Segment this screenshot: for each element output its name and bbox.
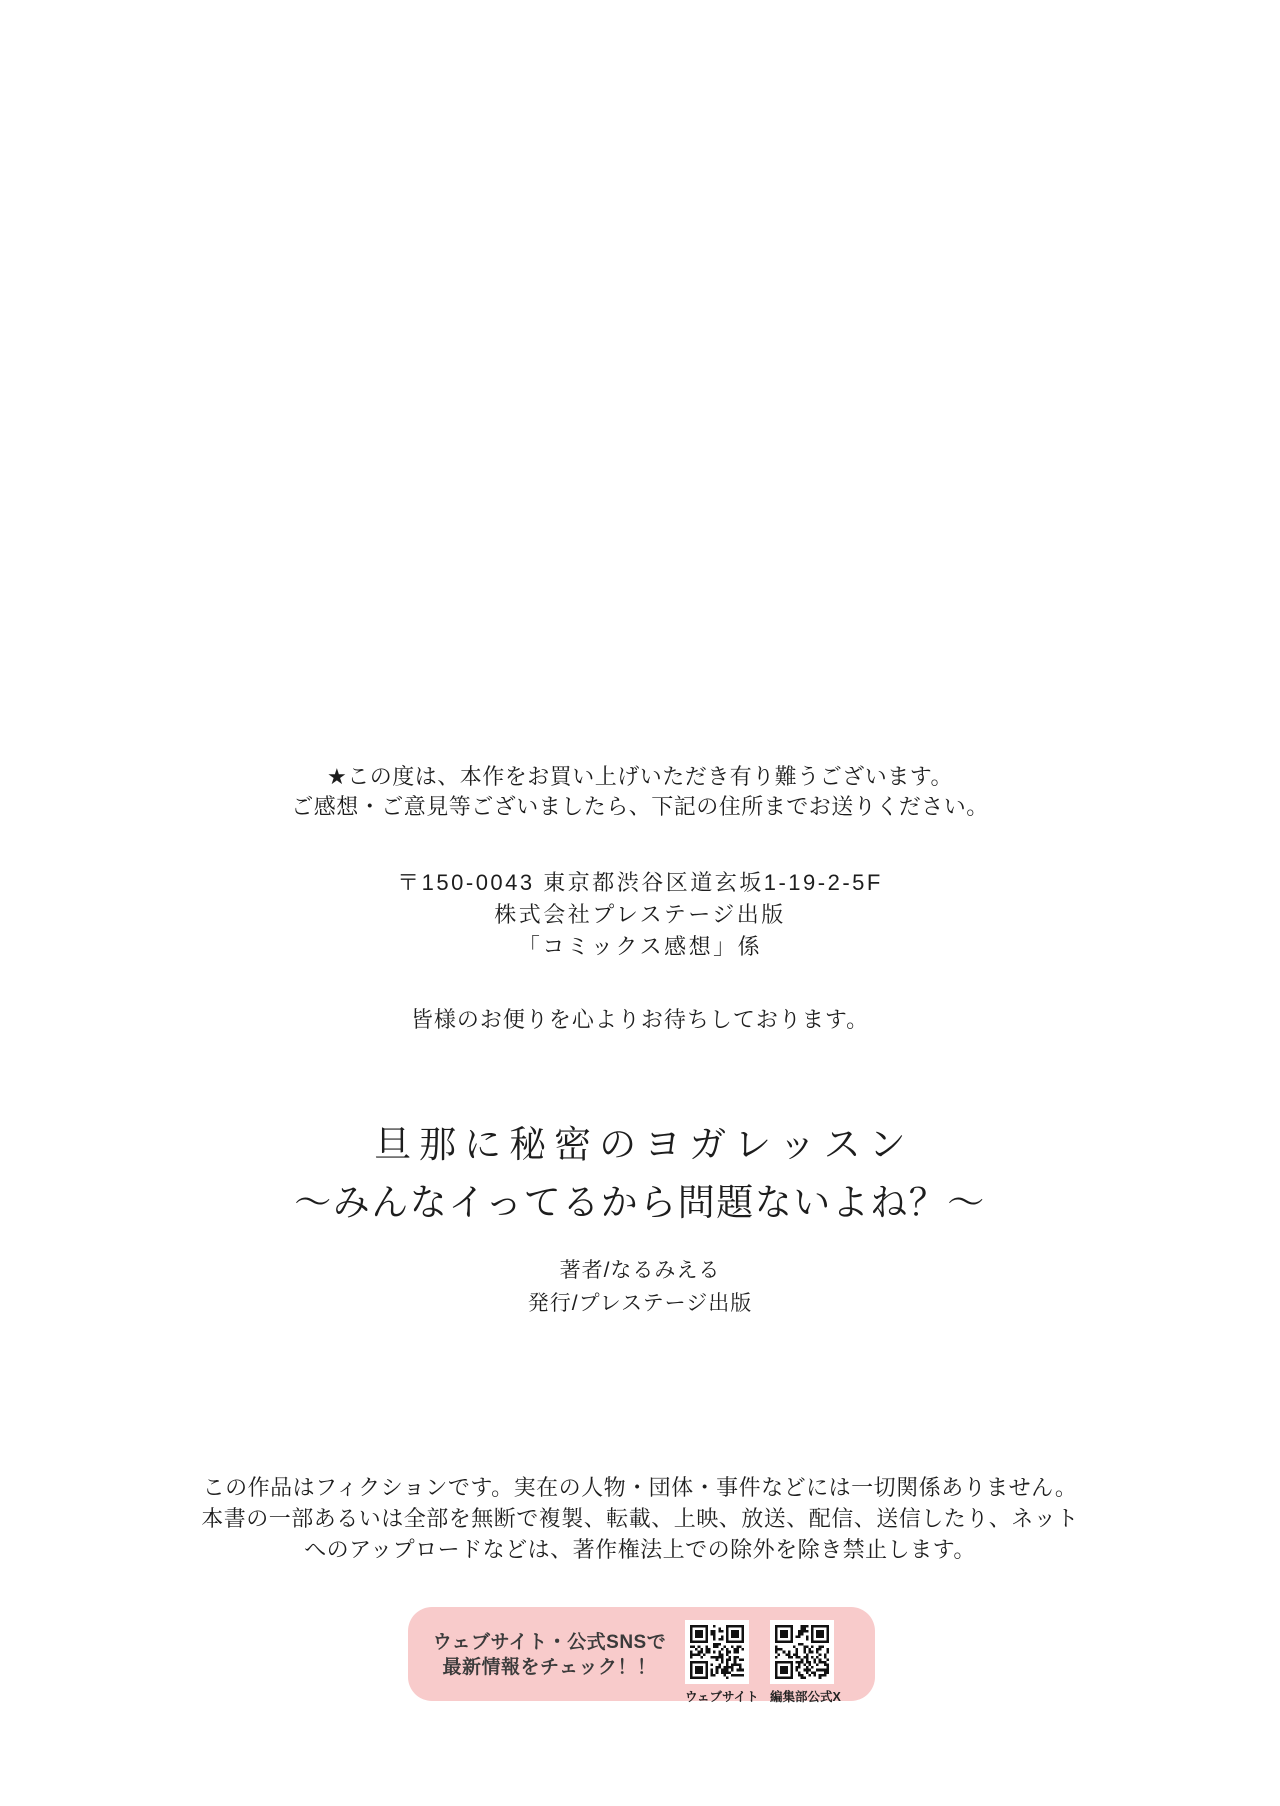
book-title-line2: 〜みんなイってるから問題ないよね？〜 bbox=[294, 1182, 986, 1223]
thanks-line2: ご感想・ご意見等ございましたら、下記の住所までお送りください。 bbox=[291, 794, 989, 819]
disclaimer-line1: この作品はフィクションです。実在の人物・団体・事件などには一切関係ありません。 bbox=[202, 1475, 1078, 1500]
address-line3: 「コミックス感想」係 bbox=[517, 934, 763, 959]
sns-promo-line1: ウェブサイト・公式SNSで bbox=[432, 1632, 667, 1653]
publisher-credit: 発行/プレステージ出版 bbox=[527, 1292, 753, 1315]
sns-promo-box bbox=[408, 1607, 875, 1704]
website-qr-label: ウェブサイト bbox=[685, 1690, 759, 1704]
thanks-message bbox=[0, 762, 1280, 822]
book-title bbox=[0, 1116, 1280, 1232]
publisher-address bbox=[0, 867, 1280, 963]
qr-group-website bbox=[685, 1620, 759, 1705]
website-qr-code-icon bbox=[685, 1620, 749, 1684]
copyright-disclaimer bbox=[0, 1472, 1280, 1565]
disclaimer-line3: へのアップロードなどは、著作権法上での除外を除き禁止します。 bbox=[304, 1537, 976, 1562]
address-line1: 〒150-0043 東京都渋谷区道玄坂1-19-2-5F bbox=[397, 870, 883, 895]
qr-group-official-x bbox=[770, 1620, 841, 1705]
official-x-qr-code-icon bbox=[770, 1620, 834, 1684]
book-title-line1: 旦那に秘密のヨガレッスン bbox=[374, 1124, 914, 1165]
sns-promo-text bbox=[432, 1630, 667, 1680]
sns-promo-line2: 最新情報をチェック！！ bbox=[442, 1657, 657, 1678]
disclaimer-line2: 本書の一部あるいは全部を無断で複製、転載、上映、放送、配信、送信したり、ネット bbox=[201, 1506, 1079, 1531]
letters-note: 皆様のお便りを心よりお待ちしております。 bbox=[410, 1007, 870, 1032]
address-line2: 株式会社プレステージ出版 bbox=[494, 902, 786, 927]
thanks-line1: ★この度は、本作をお買い上げいただき有り難うございます。 bbox=[327, 764, 953, 789]
official-x-qr-label: 編集部公式X bbox=[770, 1690, 841, 1704]
credits bbox=[0, 1254, 1280, 1320]
author-credit: 著者/なるみえる bbox=[559, 1259, 721, 1282]
